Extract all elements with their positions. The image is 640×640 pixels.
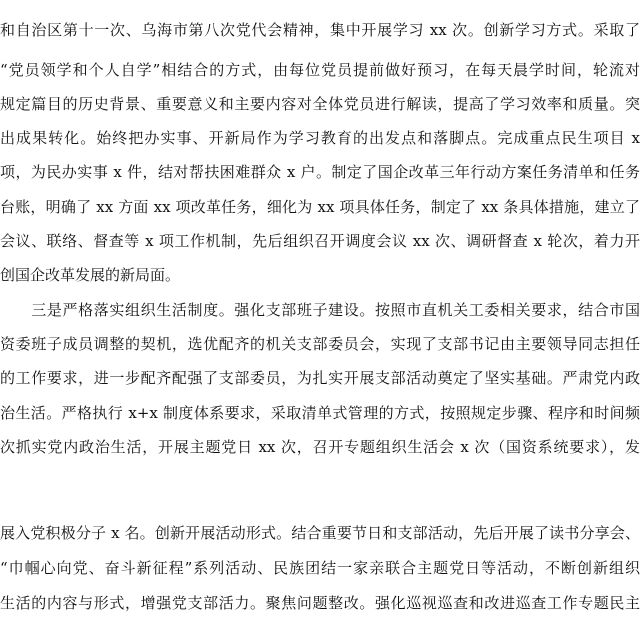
paragraph-line: 台账，明确了 xx 方面 xx 项改革任务，细化为 xx 项具体任务，制定了 xx 条具体措施，建立了 [0,198,640,216]
paragraph-line: 规定篇目的历史背景、重要意义和主要内容对全体党员进行解读，提高了学习效率和质量。突 [0,95,640,113]
paragraph-line: 资委班子成员调整的契机，选优配齐的机关支部委员会，实现了支部书记由主要领导同志担任 [0,335,640,353]
paragraph-line: 和自治区第十一次、乌海市第八次党代会精神，集中开展学习 xx 次。创新学习方式。采取了 [0,21,640,39]
paragraph-line: “巾帼心向党、奋斗新征程”系列活动、民族团结一家亲联合主题党日等活动，不断创新组织 [0,559,640,577]
paragraph-line: 项，为民办实事 x 件，结对帮扶困难群众 x 户。制定了国企改革三年行动方案任务清单和任务 [0,163,640,181]
paragraph-line: 出成果转化。始终把办实事、开新局作为学习教育的出发点和落脚点。完成重点民生项目 x [0,129,640,147]
paragraph-line: “党员领学和个人自学”相结合的方式，由每位党员提前做好预习，在每天晨学时间，轮流对 [0,61,640,79]
paragraph-line: 会议、联络、督查等 x 项工作机制，先后组织召开调度会议 xx 次、调研督查 x 轮次，着力开 [0,232,640,250]
paragraph-line: 次抓实党内政治生活，开展主题党日 xx 次，召开专题组织生活会 x 次（国资系统要求），发 [0,438,640,456]
paragraph-line: 三是严格落实组织生活制度。强化支部班子建设。按照市直机关工委相关要求，结合市国 [0,301,640,319]
paragraph-line: 展入党积极分子 x 名。创新开展活动形式。结合重要节日和支部活动，先后开展了读书分享会、 [0,524,640,542]
paragraph-line: 生活的内容与形式，增强党支部活力。聚焦问题整改。强化巡视巡查和改进巡查工作专题民主 [0,594,640,612]
paragraph-line: 治生活。严格执行 x+x 制度体系要求，采取清单式管理的方式，按照规定步骤、程序和时间频 [0,404,640,422]
paragraph-line: 的工作要求，进一步配齐配强了支部委员，为扎实开展支部活动奠定了坚实基础。严肃党内政 [0,369,640,387]
paragraph-line: 创国企改革发展的新局面。 [0,266,181,284]
